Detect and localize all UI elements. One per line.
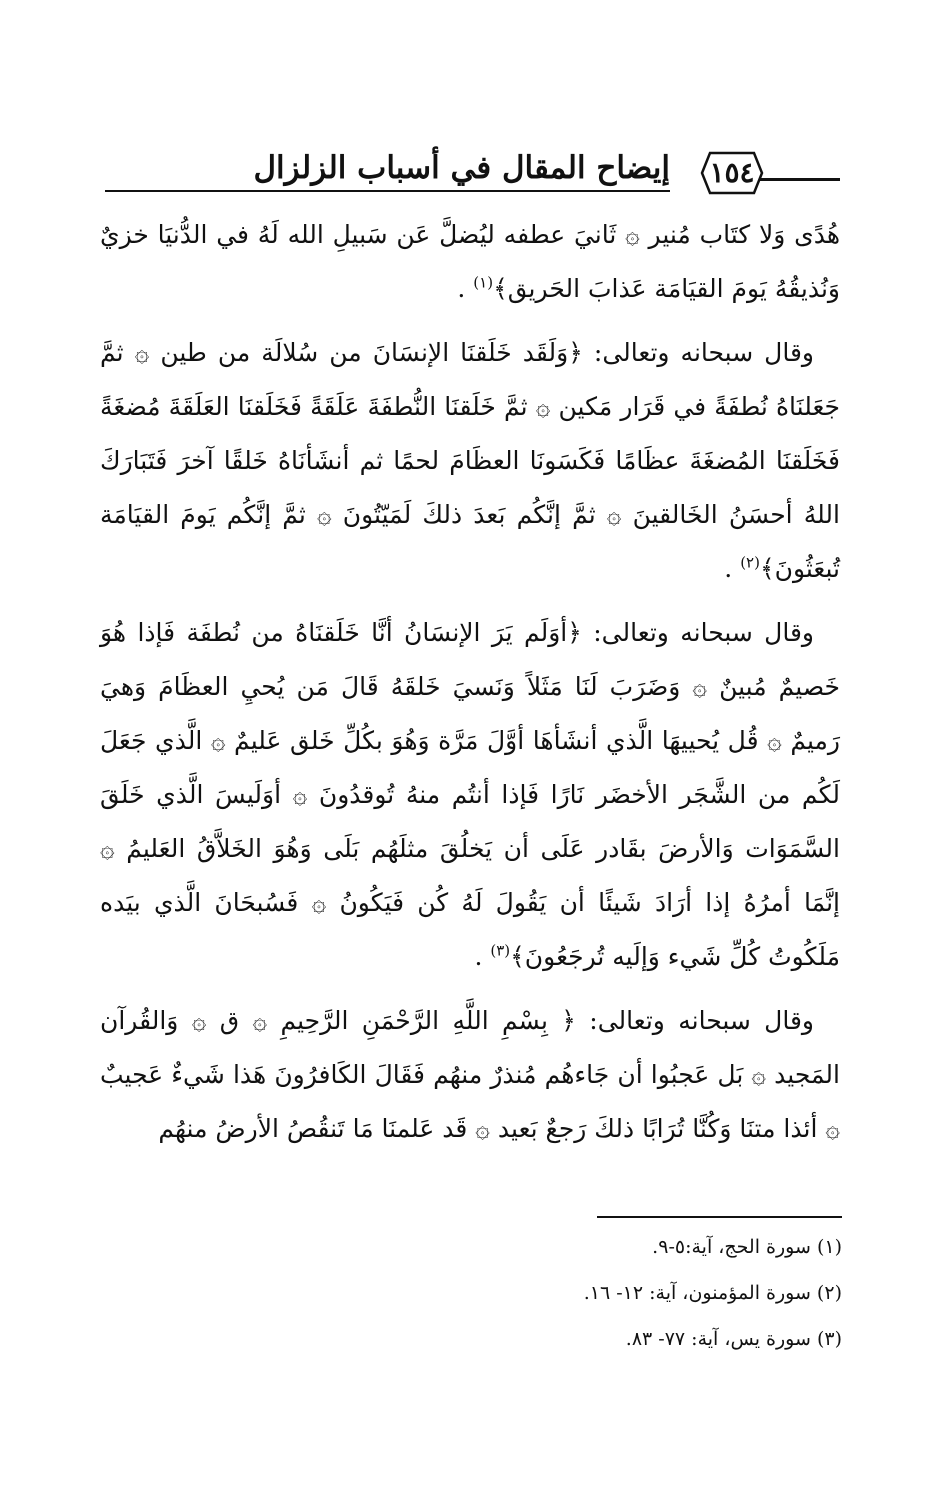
paragraph-tail: . <box>474 942 491 971</box>
footnote-ref: (١) <box>473 273 494 292</box>
paragraph-text: وقال سبحانه وتعالى: ﴿ بِسْمِ اللَّهِ الرَّحْمَنِ الرَّحِيمِ ۞ ق ۞ وَالقُرآن المَجيد ۞ بَل عَجبُوا أن جَاءهُم مُنذرٌ منهُم فَقَالَ الكَافرُونَ هَذا شَيءٌ عَجيبٌ ۞ أئذا متنَا وَكُنَّا تُرَابًا ذلكَ رَجعٌ بَعيد ۞ قَد عَلمنَا مَا تَنقُصُ الأرضُ منهُم <box>100 1006 840 1143</box>
footnote-ref: (٢) <box>740 553 760 572</box>
main-text <box>100 208 840 1166</box>
footnotes <box>242 1226 842 1364</box>
page-header <box>100 148 840 196</box>
footnote: (١) سورة الحج، آية:٥-٩. <box>652 1236 842 1258</box>
page-number-badge <box>700 150 764 196</box>
paragraph-tail: . <box>457 274 474 303</box>
running-title: إيضاح المقال في أسباب الزلزال <box>253 150 670 186</box>
footnote: (٢) سورة المؤمنون، آية: ١٢- ١٦. <box>583 1282 842 1304</box>
paragraph-tail: . <box>724 554 741 583</box>
paragraph-text: وقال سبحانه وتعالى: ﴿أوَلَم يَرَ الإنسَانُ أنَّا خَلَقنَاهُ من نُطفَة فَإذا هُوَ خَصيمٌ مُبينٌ ۞ وَضَرَبَ لَنَا مَثَلاً وَنَسيَ خَلقَهُ قَالَ مَن يُحيِ العظَامَ وَهيَ رَميمٌ ۞ قُل يُحييهَا الَّذي أنشَأهَا أوَّلَ مَرَّة وَهُوَ بكُلِّ خَلق عَليمٌ ۞ الَّذي جَعَلَ لَكُم من الشَّجَر الأخضَر نَارًا فَإذا أنتُم منهُ تُوقدُونَ ۞ أوَلَيسَ الَّذي خَلَقَ السَّمَوَات وَالأرضَ بقَادر عَلَى أن يَخلُقَ مثلَهُم بَلَى وَهُوَ الخَلاَّقُ العَليمُ ۞ إنَّمَا أمرُهُ إذا أرَادَ شَيئًا أن يَقُولَ لَهُ كُن فَيَكُونُ ۞ فَسُبحَانَ الَّذي بيَده مَلَكُوتُ كُلِّ شَيء وَإلَيه تُرجَعُونَ﴾ <box>100 618 840 971</box>
page-number: ١٥٤ <box>709 156 755 189</box>
paragraph-text: هُدًى وَلا كتَاب مُنير ۞ ثَانيَ عطفه ليُضلَّ عَن سَبيلِ الله لَهُ في الدُّنيَا خزيٌ وَنُذيقُهُ يَومَ القيَامَة عَذابَ الحَريق﴾ <box>100 220 840 303</box>
footnote: (٣) سورة يس، آية: ٧٧- ٨٣. <box>625 1328 842 1350</box>
paragraph <box>100 326 840 596</box>
title-underline <box>105 190 670 192</box>
footnote-separator <box>597 1216 842 1218</box>
footnote-ref: (٣) <box>490 941 511 960</box>
paragraph <box>100 994 840 1156</box>
paragraph <box>100 606 840 984</box>
paragraph <box>100 208 840 316</box>
paragraph-text: وقال سبحانه وتعالى: ﴿وَلَقَد خَلَقنَا الإنسَانَ من سُلالَة من طين ۞ ثمَّ جَعَلنَاهُ نُطفَةً في قَرَار مَكين ۞ ثمَّ خَلَقنَا النُّطفَةَ عَلَقَةً فَخَلَقنَا العَلَقَةَ مُضغَةً فَخَلَقنَا المُضغَةَ عظَامًا فَكَسَونَا العظَامَ لحمًا ثم أنشَأنَاهُ خَلقًا آخرَ فَتَبَارَكَ اللهُ أحسَنُ الخَالقينَ ۞ ثمَّ إنَّكُم بَعدَ ذلكَ لَمَيّتُونَ ۞ ثمَّ إنَّكُم يَومَ القيَامَة تُبعَثُونَ﴾ <box>100 338 840 583</box>
